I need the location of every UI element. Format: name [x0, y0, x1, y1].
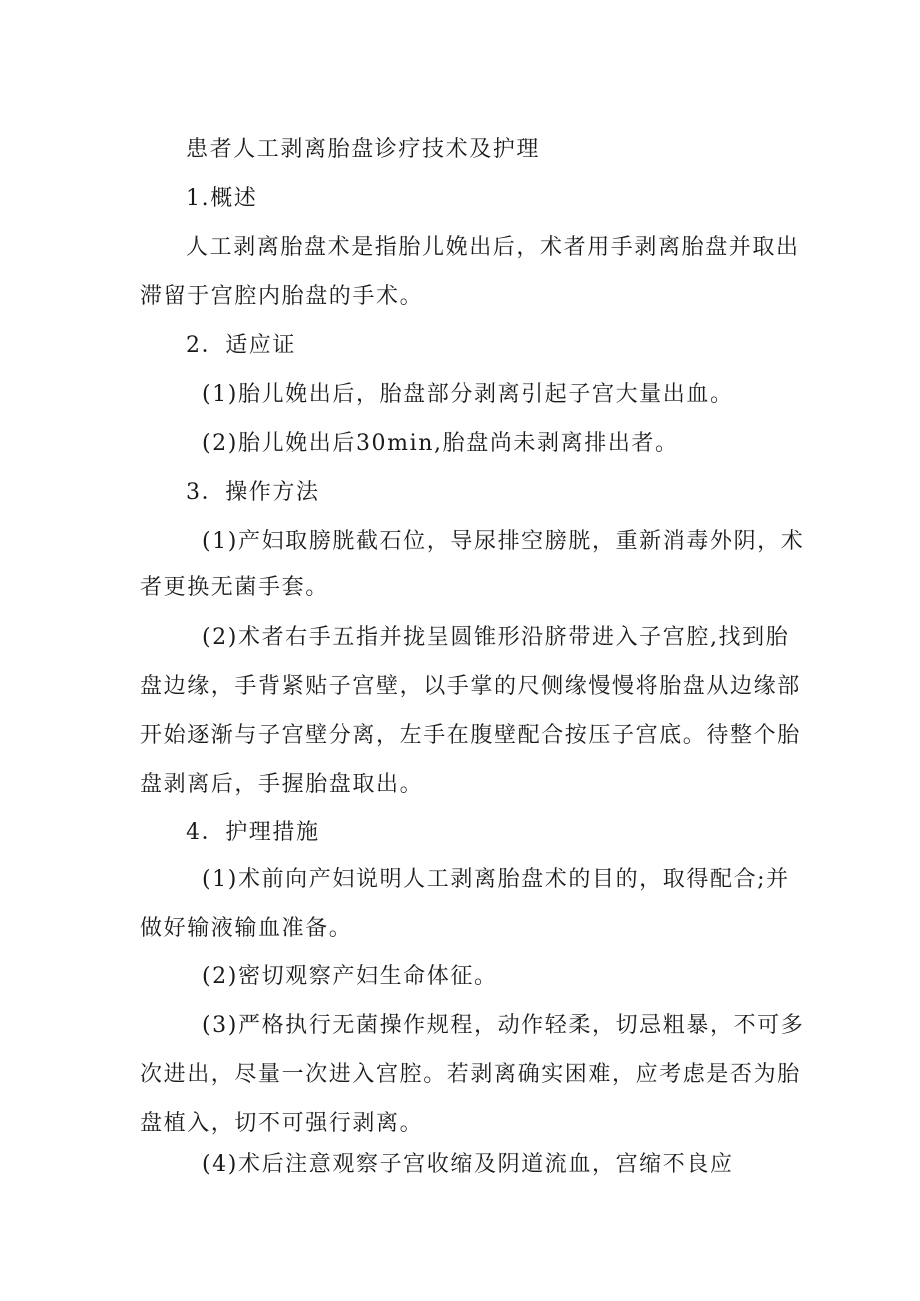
section-3-item-1-line-2: 者更换无菌手套。 [140, 575, 329, 600]
section-3-item-2-line-2: 盘边缘，手背紧贴子宫壁，以手掌的尺侧缘慢慢将胎盘从边缘部 [140, 674, 801, 699]
section-3-item-1-line-1: (1)产妇取膀胱截石位，导尿排空膀胱，重新消毒外阴，术 [202, 529, 805, 554]
section-4-item-1-line-2: 做好输液输血准备。 [140, 916, 353, 941]
section-2-item-1: (1)胎儿娩出后，胎盘部分剥离引起子宫大量出血。 [202, 382, 734, 407]
section-4-heading: 4．护理措施 [186, 820, 320, 845]
section-4-item-1-line-1: (1)术前向产妇说明人工剥离胎盘术的目的，取得配合;并 [202, 867, 790, 892]
section-3-item-2-line-3: 开始逐渐与子宫壁分离，左手在腹壁配合按压子宫底。待整个胎 [140, 723, 801, 748]
section-1-paragraph-line-2: 滞留于宫腔内胎盘的手术。 [140, 284, 424, 309]
section-3-heading: 3．操作方法 [186, 480, 320, 505]
section-1-paragraph-line-1: 人工剥离胎盘术是指胎儿娩出后，术者用手剥离胎盘并取出 [186, 235, 800, 260]
section-2-heading: 2．适应证 [186, 333, 296, 358]
section-4-item-2: (2)密切观察产妇生命体征。 [202, 964, 498, 989]
section-2-item-2: (2)胎儿娩出后30min,胎盘尚未剥离排出者。 [202, 431, 679, 456]
section-3-item-2-line-1: (2)术者右手五指并拢呈圆锥形沿脐带进入子宫腔,找到胎 [202, 625, 790, 650]
section-4-item-3-line-3: 盘植入，切不可强行剥离。 [140, 1111, 424, 1136]
section-1-heading: 1.概述 [186, 186, 258, 211]
section-3-item-2-line-4: 盘剥离后，手握胎盘取出。 [140, 772, 424, 797]
document-title: 患者人工剥离胎盘诊疗技术及护理 [186, 137, 541, 162]
section-4-item-3-line-2: 次进出，尽量一次进入宫腔。若剥离确实困难，应考虑是否为胎 [140, 1062, 801, 1087]
section-4-item-4-line-1: (4)术后注意观察子宫收缩及阴道流血，宫缩不良应 [202, 1152, 734, 1177]
section-4-item-3-line-1: (3)严格执行无菌操作规程，动作轻柔，切忌粗暴，不可多 [202, 1013, 805, 1038]
